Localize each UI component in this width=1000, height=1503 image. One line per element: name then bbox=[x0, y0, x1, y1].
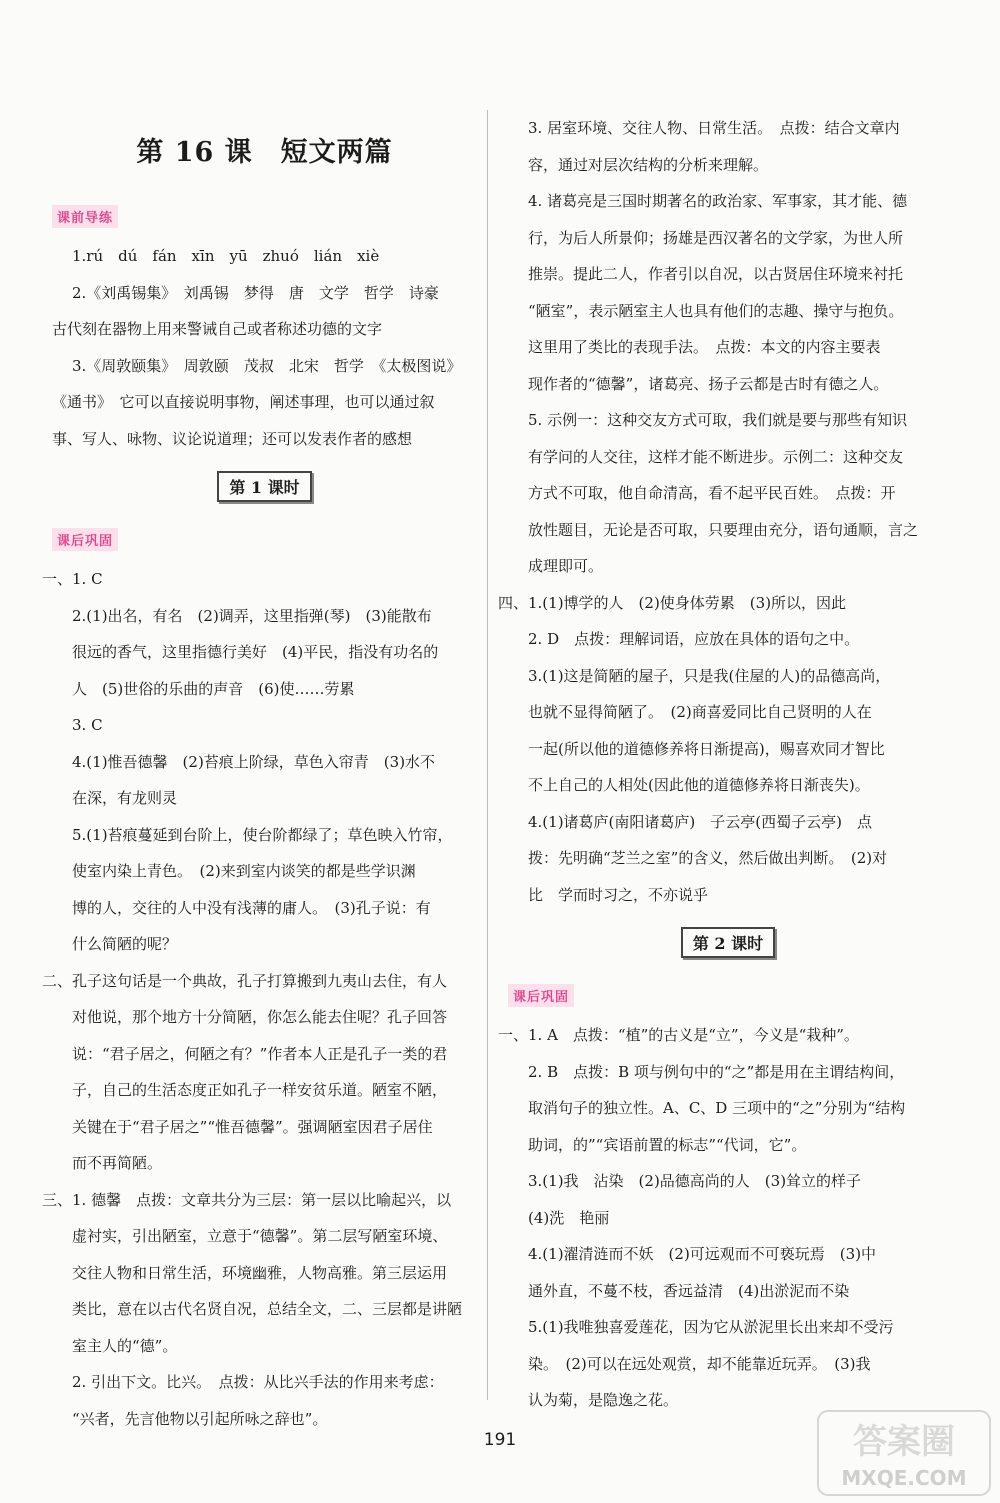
watermark-text-bottom: MXQE.COM bbox=[841, 1466, 967, 1490]
text-line: 通外直，不蔓不枝，香远益清 (4)出淤泥而不染 bbox=[528, 1281, 850, 1300]
text-line: 有学问的人交往，这样才能不断进步。示例二：这种交友 bbox=[528, 447, 904, 466]
text-line: (4)洗 艳丽 bbox=[528, 1208, 610, 1227]
text-line: 虚衬实，引出陋室，立意于“德馨”。第二层写陋室环境、 bbox=[72, 1227, 448, 1245]
text-line: 取消句子的独立性。A、C、D 三项中的“之”分别为“结构 bbox=[528, 1099, 906, 1117]
text-line: 3. 居室环境、交往人物、日常生活。 点拨：结合文章内 bbox=[528, 119, 900, 137]
lesson-1-box: 第 1 课时 bbox=[217, 471, 311, 502]
text-line: 什么简陋的呢？ bbox=[72, 935, 178, 953]
text-line: 一、1. A 点拨：“植”的古义是“立”，今义是“栽种”。 bbox=[498, 1026, 859, 1044]
text-line: 这里用了类比的表现手法。 点拨：本文的内容主要表 bbox=[528, 338, 881, 356]
watermark-logo bbox=[816, 1409, 992, 1497]
text-line: 认为菊，是隐逸之花。 bbox=[528, 1391, 679, 1409]
text-line: 博的人，交往的人中没有浅薄的庸人。 (3)孔子说：有 bbox=[72, 898, 431, 917]
text-line: 古代刻在器物上用来警诫自己或者称述功德的文字 bbox=[52, 320, 383, 338]
text-line: 染。 (2)可以在远处观赏，却不能靠近玩弄。 (3)我 bbox=[528, 1354, 871, 1373]
text-line: 放性题目，无论是否可取，只要理由充分，语句通顺，言之 bbox=[528, 520, 919, 539]
lesson-1-answers-continued bbox=[498, 110, 948, 913]
text-line: 不上自己的人相处(因此他的道德修养将日渐丧失)。 bbox=[528, 776, 870, 794]
text-line: 一起(所以他的道德修养将日渐提高)，赐喜欢同才智比 bbox=[528, 739, 885, 758]
text-line: 推崇。提此二人，作者引以自况，以古贤居住环境来衬托 bbox=[528, 265, 904, 283]
text-line: 二、孔子这句话是一个典故，孔子打算搬到九夷山去住，有人 bbox=[42, 971, 448, 990]
text-line: 一、1. C bbox=[42, 570, 103, 588]
text-line: 类比，意在以古代名贤自况，总结全文，二、三层都是讲陋 bbox=[72, 1300, 463, 1318]
text-line: 5. 示例一：这种交友方式可取，我们就是要与那些有知识 bbox=[528, 411, 908, 429]
column-divider bbox=[487, 110, 488, 1400]
left-column bbox=[42, 110, 477, 1437]
lesson-2-box: 第 2 课时 bbox=[681, 927, 775, 958]
section-tag-after-1: 课后巩固 bbox=[52, 528, 118, 551]
text-line: 比 学而时习之，不亦说乎 bbox=[528, 885, 709, 904]
text-line: 5.(1)苔痕蔓延到台阶上，使台阶都绿了；草色映入竹帘， bbox=[72, 825, 453, 844]
text-line: 现作者的“德馨”，诸葛亮、扬子云都是古时有德之人。 bbox=[528, 374, 889, 393]
text-line: 2.《刘禹锡集》 刘禹锡 梦得 唐 文学 哲学 诗豪 bbox=[72, 283, 439, 302]
text-line: 对他说，那个地方十分简陋，你怎么能去住呢？孔子回答 bbox=[72, 1008, 448, 1026]
right-column bbox=[498, 110, 948, 1419]
section-tag-preview: 课前导练 bbox=[52, 205, 118, 228]
text-line: 也就不显得简陋了。 (2)商喜爱同比自己贤明的人在 bbox=[528, 703, 872, 721]
text-line: 而不再简陋。 bbox=[72, 1154, 163, 1172]
lesson-2-answers bbox=[498, 1017, 948, 1419]
text-line: 《通书》 它可以直接说明事物，阐述事理，也可以通过叙 bbox=[52, 393, 435, 411]
section-tag-after-2: 课后巩固 bbox=[508, 984, 574, 1007]
text-line: 助词，的”“宾语前置的标志”“代词，它”。 bbox=[528, 1135, 807, 1154]
watermark-text-top: 答案圈 bbox=[853, 1422, 955, 1462]
text-line: 容，通过对层次结构的分析来理解。 bbox=[528, 155, 769, 174]
lesson-2-header bbox=[508, 927, 948, 958]
text-line: 使室内染上青色。 (2)来到室内谈笑的都是些学识渊 bbox=[72, 862, 416, 880]
text-line: 4.(1)惟吾德馨 (2)苔痕上阶绿，草色入帘青 (3)水不 bbox=[72, 752, 436, 771]
text-line: 2. 引出下文。比兴。 点拨：从比兴手法的作用来考虑： bbox=[72, 1373, 444, 1391]
text-line: 很远的香气，这里指德行美好 (4)平民，指没有功名的 bbox=[72, 643, 439, 661]
lesson-1-header bbox=[52, 471, 477, 502]
text-line: 四、1.(1)博学的人 (2)使身体劳累 (3)所以，因此 bbox=[498, 593, 847, 612]
text-line: 4.(1)诸葛庐(南阳诸葛庐) 子云亭(西蜀子云亭) 点 bbox=[528, 812, 872, 831]
page-number: 191 bbox=[483, 1430, 517, 1450]
text-line: 2. D 点拨：理解词语，应放在具体的语句之中。 bbox=[528, 630, 860, 648]
text-line: 4. 诸葛亮是三国时期著名的政治家、军事家，其才能、德 bbox=[528, 192, 908, 210]
text-line: 2. B 点拨：B 项与例句中的“之”都是用在主谓结构间， bbox=[528, 1062, 905, 1081]
text-line: 事、写人、咏物、议论说道理；还可以发表作者的感想 bbox=[52, 429, 413, 448]
text-line: 三、1. 德馨 点拨：文章共分为三层：第一层以比喻起兴，以 bbox=[42, 1190, 452, 1209]
text-line: 关键在于“君子居之”“惟吾德馨”。强调陋室因君子居住 bbox=[72, 1117, 433, 1136]
text-line: 4.(1)濯清涟而不妖 (2)可远观而不可亵玩焉 (3)中 bbox=[528, 1245, 877, 1263]
text-line: 室主人的“德”。 bbox=[72, 1336, 178, 1355]
lesson-title: 第 16 课 短文两篇 bbox=[136, 137, 393, 168]
text-line: 3. C bbox=[72, 716, 103, 734]
text-line: 3.(1)我 沾染 (2)品德高尚的人 (3)耸立的样子 bbox=[528, 1172, 862, 1190]
text-line: 5.(1)我唯独喜爱莲花，因为它从淤泥里长出来却不受污 bbox=[528, 1318, 894, 1336]
text-line: 行，为后人所景仰；扬雄是西汉著名的文学家，为世人所 bbox=[528, 228, 904, 247]
text-line: 拨：先明确“芝兰之室”的含义，然后做出判断。 (2)对 bbox=[528, 849, 888, 867]
text-line: 1.rú dú fán xīn yū zhuó lián xiè bbox=[72, 247, 380, 265]
text-line: “兴者，先言他物以引起所咏之辞也”。 bbox=[72, 1409, 328, 1428]
lesson-1-answers bbox=[42, 561, 477, 1437]
text-line: 成理即可。 bbox=[528, 557, 604, 575]
text-line: 说：“君子居之，何陋之有？”作者本人正是孔子一类的君 bbox=[72, 1044, 448, 1063]
text-line: 人 (5)世俗的乐曲的声音 (6)使……劳累 bbox=[72, 679, 355, 698]
text-line: 在深，有龙则灵 bbox=[72, 789, 178, 807]
text-line: 2.(1)出名，有名 (2)调弄，这里指弹(琴) (3)能散布 bbox=[72, 606, 432, 625]
text-line: 3.(1)这是简陋的屋子，只是我(住屋的人)的品德高尚， bbox=[528, 666, 891, 685]
text-line: 子，自己的生活态度正如孔子一样安贫乐道。陋室不陋， bbox=[72, 1081, 448, 1099]
preview-answers bbox=[52, 238, 477, 457]
text-line: “陋室”，表示陋室主人也具有他们的志趣、操守与抱负。 bbox=[528, 301, 904, 320]
text-line: 3.《周敦颐集》 周敦颐 茂叔 北宋 哲学 《太极图说》 bbox=[72, 356, 462, 375]
text-line: 方式不可取，他自命清高，看不起平民百姓。 点拨：开 bbox=[528, 484, 896, 502]
text-line: 交往人物和日常生活，环境幽雅，人物高雅。第三层运用 bbox=[72, 1263, 448, 1282]
